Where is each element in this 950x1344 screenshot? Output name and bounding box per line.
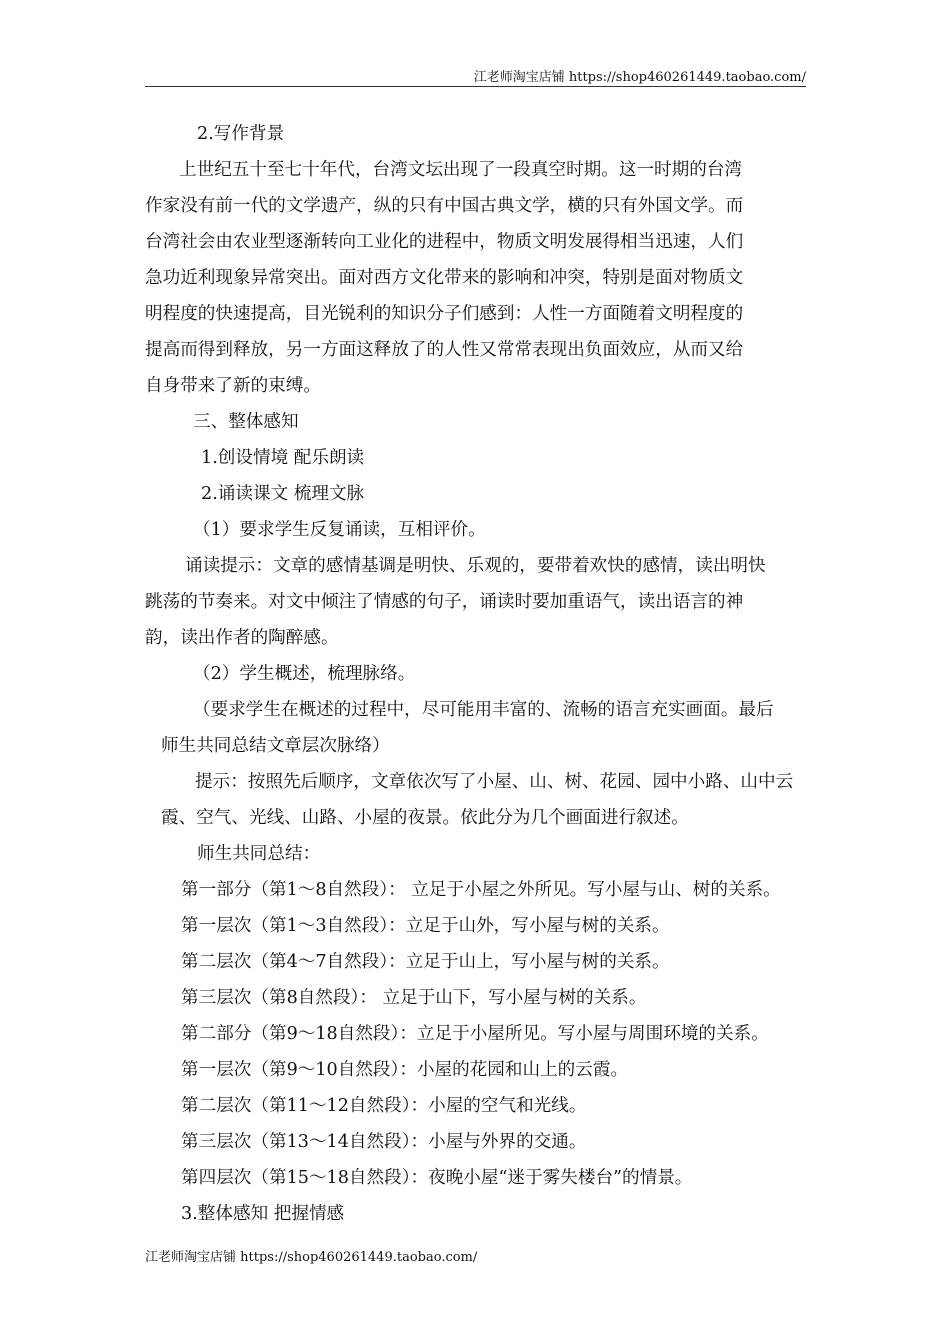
paragraph-line: 作家没有前一代的文学遗产，纵的只有中国古典文学，横的只有外国文学。而 [145, 196, 744, 216]
outline-item: 第二层次（第4～7自然段）：立足于山上，写小屋与树的关系。 [181, 952, 670, 972]
paragraph-line: 师生共同总结文章层次脉络） [161, 736, 390, 756]
header-text: 江老师淘宝店铺 https://shop460261449.taobao.com/ [473, 70, 806, 85]
paragraph-line: 跳荡的节奏来。对文中倾注了情感的句子，诵读时要加重语气，读出语言的神 [145, 592, 744, 612]
paragraph-line: 提高而得到释放，另一方面这释放了的人性又常常表现出负面效应，从而又给 [145, 340, 744, 360]
paragraph-line: 自身带来了新的束缚。 [145, 376, 321, 396]
paragraph-line: 上世纪五十至七十年代，台湾文坛出现了一段真空时期。这一时期的台湾 [179, 160, 743, 180]
paragraph-line: 师生共同总结： [197, 844, 321, 864]
subsection-heading: 1.创设情境 配乐朗读 [201, 448, 365, 468]
paragraph-line: 韵，读出作者的陶醉感。 [145, 628, 339, 648]
outline-item: 第四层次（第15～18自然段）：夜晚小屋“迷于雾失楼台”的情景。 [181, 1168, 693, 1188]
paragraph-line: （要求学生在概述的过程中，尽可能用丰富的、流畅的语言充实画面。最后 [193, 700, 774, 720]
outline-item: 第三层次（第8自然段）： 立足于山下，写小屋与树的关系。 [181, 988, 647, 1008]
paragraph-line: 诵读提示：文章的感情基调是明快、乐观的，要带着欢快的感情，读出明快 [185, 556, 766, 576]
paragraph-line: 明程度的快速提高，目光锐利的知识分子们感到：人性一方面随着文明程度的 [145, 304, 744, 324]
subsection-heading: 2.诵读课文 梳理文脉 [201, 484, 365, 504]
outline-item: 第一层次（第9～10自然段）：小屋的花园和山上的云霞。 [181, 1060, 629, 1080]
paragraph-line: 台湾社会由农业型逐渐转向工业化的进程中，物质文明发展得相当迅速，人们 [145, 232, 744, 252]
page-footer: 江老师淘宝店铺 https://shop460261449.taobao.com/ [145, 1250, 478, 1265]
paragraph-line: 提示：按照先后顺序，文章依次写了小屋、山、树、花园、园中小路、山中云 [195, 772, 794, 792]
paragraph-line: 急功近利现象异常突出。面对西方文化带来的影响和冲突，特别是面对物质文 [145, 268, 744, 288]
outline-item: 第二部分（第9～18自然段）：立足于小屋所见。写小屋与周围环境的关系。 [181, 1024, 769, 1044]
paragraph-line: （1）要求学生反复诵读，互相评价。 [193, 520, 486, 540]
section-heading: 三、整体感知 [193, 412, 299, 432]
outline-item: 第一部分（第1～8自然段）： 立足于小屋之外所见。写小屋与山、树的关系。 [181, 880, 781, 900]
subsection-heading: 3.整体感知 把握情感 [181, 1204, 345, 1224]
outline-item: 第二层次（第11～12自然段）：小屋的空气和光线。 [181, 1096, 587, 1116]
outline-item: 第三层次（第13～14自然段）：小屋与外界的交通。 [181, 1132, 587, 1152]
section-heading: 2.写作背景 [197, 124, 285, 144]
paragraph-line: 霞、空气、光线、山路、小屋的夜景。依此分为几个画面进行叙述。 [161, 808, 689, 828]
outline-item: 第一层次（第1～3自然段）：立足于山外，写小屋与树的关系。 [181, 916, 670, 936]
paragraph-line: （2）学生概述，梳理脉络。 [193, 664, 416, 684]
page-header [145, 62, 806, 87]
